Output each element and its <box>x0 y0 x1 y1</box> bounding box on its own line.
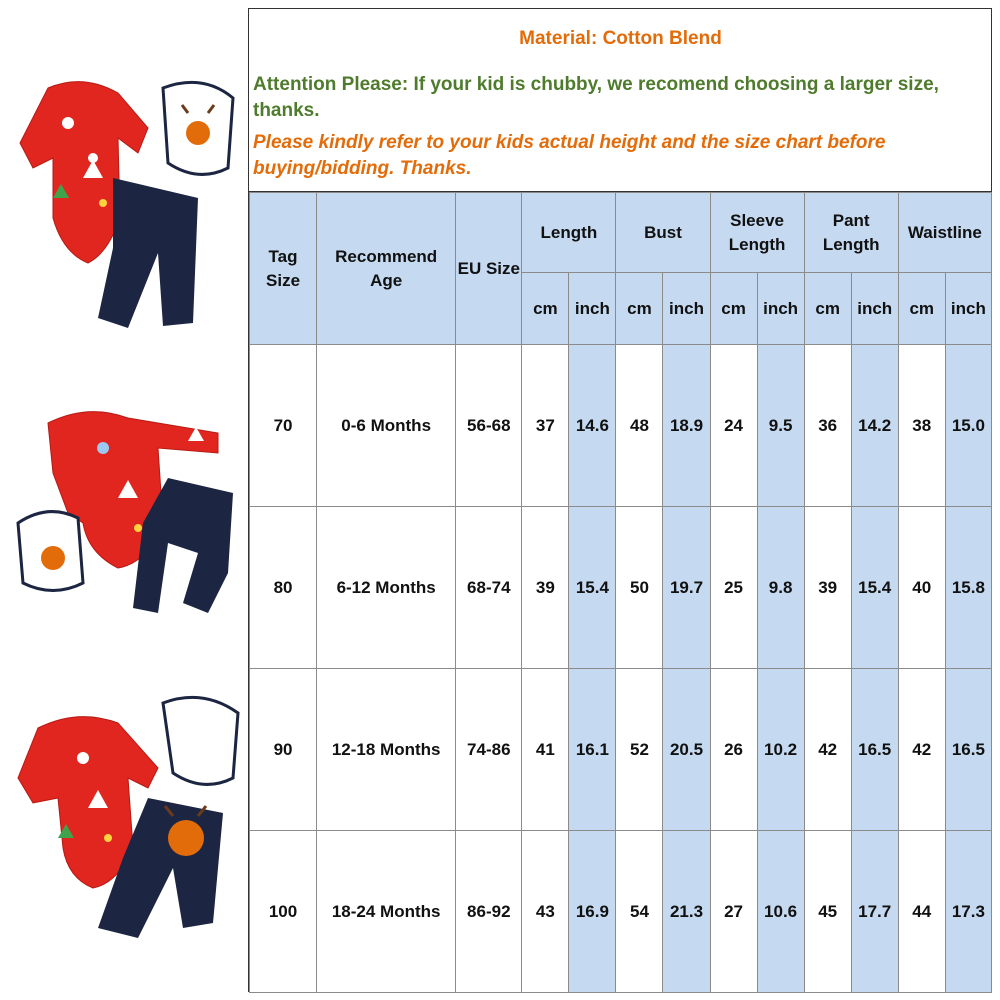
material-note: Material: Cotton Blend <box>519 28 722 49</box>
cell-bust-inch: 20.5 <box>663 669 710 831</box>
cell-pant-inch: 14.2 <box>851 345 898 507</box>
cell-eu-size: 56-68 <box>456 345 522 507</box>
table-row <box>250 345 992 507</box>
cell-tag-size: 100 <box>250 831 317 993</box>
header-bust-inch: inch <box>663 273 710 345</box>
cell-age: 6-12 Months <box>317 507 456 669</box>
cell-eu-size: 68-74 <box>456 507 522 669</box>
cell-pant-cm: 39 <box>804 507 851 669</box>
table-row <box>250 507 992 669</box>
header-sleeve-cm: cm <box>710 273 757 345</box>
header-length-inch: inch <box>569 273 616 345</box>
cell-bust-cm: 48 <box>616 345 663 507</box>
product-photo-bib-bottom-left <box>8 403 249 633</box>
cell-eu-size: 74-86 <box>456 669 522 831</box>
cell-sleeve-inch: 9.5 <box>757 345 804 507</box>
cell-age: 18-24 Months <box>317 831 456 993</box>
cell-waist-inch: 17.3 <box>945 831 991 993</box>
cell-tag-size: 70 <box>250 345 317 507</box>
header-length-cm: cm <box>522 273 569 345</box>
cell-waist-inch: 15.8 <box>945 507 991 669</box>
attention-note: Attention Please: If your kid is chubby, we recomend choosing a larger size, thanks. <box>253 74 939 121</box>
cell-waist-cm: 44 <box>898 831 945 993</box>
cell-length-inch: 14.6 <box>569 345 616 507</box>
cell-sleeve-cm: 25 <box>710 507 757 669</box>
cell-sleeve-inch: 10.6 <box>757 831 804 993</box>
cell-sleeve-cm: 26 <box>710 669 757 831</box>
product-photo-bib-top-right <box>8 68 249 338</box>
header-length: Length <box>522 193 616 273</box>
cell-tag-size: 80 <box>250 507 317 669</box>
header-bust-cm: cm <box>616 273 663 345</box>
cell-bust-inch: 18.9 <box>663 345 710 507</box>
cell-length-inch: 16.9 <box>569 831 616 993</box>
header-eu-size: EU Size <box>456 193 522 345</box>
cell-bust-inch: 19.7 <box>663 507 710 669</box>
size-chart-table <box>249 192 992 993</box>
header-waistline: Waistline <box>898 193 991 273</box>
cell-waist-cm: 38 <box>898 345 945 507</box>
cell-pant-cm: 36 <box>804 345 851 507</box>
cell-pant-inch: 16.5 <box>851 669 898 831</box>
cell-length-cm: 41 <box>522 669 569 831</box>
header-sleeve-inch: inch <box>757 273 804 345</box>
cell-pant-cm: 42 <box>804 669 851 831</box>
cell-length-inch: 15.4 <box>569 507 616 669</box>
size-chart-reference-note: Please kindly refer to your kids actual height and the size chart before buying/bidding. Thanks. <box>253 132 886 179</box>
cell-sleeve-inch: 9.8 <box>757 507 804 669</box>
product-photo-pants-applique <box>8 688 249 948</box>
table-row <box>250 831 992 993</box>
cell-sleeve-cm: 27 <box>710 831 757 993</box>
cell-tag-size: 90 <box>250 669 317 831</box>
header-row-1 <box>250 193 992 273</box>
header-sleeve-length: Sleeve Length <box>710 193 804 273</box>
header-pant-inch: inch <box>851 273 898 345</box>
cell-age: 0-6 Months <box>317 345 456 507</box>
header-pant-cm: cm <box>804 273 851 345</box>
cell-sleeve-inch: 10.2 <box>757 669 804 831</box>
cell-bust-cm: 52 <box>616 669 663 831</box>
cell-pant-inch: 15.4 <box>851 507 898 669</box>
cell-length-cm: 39 <box>522 507 569 669</box>
cell-bust-cm: 54 <box>616 831 663 993</box>
cell-age: 12-18 Months <box>317 669 456 831</box>
header-waist-cm: cm <box>898 273 945 345</box>
product-photos-panel <box>8 8 249 992</box>
cell-pant-cm: 45 <box>804 831 851 993</box>
notes-panel <box>249 8 992 192</box>
cell-bust-inch: 21.3 <box>663 831 710 993</box>
cell-bust-cm: 50 <box>616 507 663 669</box>
header-recommend-age: Recommend Age <box>317 193 456 345</box>
cell-eu-size: 86-92 <box>456 831 522 993</box>
cell-pant-inch: 17.7 <box>851 831 898 993</box>
cell-length-inch: 16.1 <box>569 669 616 831</box>
cell-waist-inch: 15.0 <box>945 345 991 507</box>
cell-waist-cm: 40 <box>898 507 945 669</box>
cell-length-cm: 43 <box>522 831 569 993</box>
table-row <box>250 669 992 831</box>
header-pant-length: Pant Length <box>804 193 898 273</box>
header-bust: Bust <box>616 193 710 273</box>
cell-waist-cm: 42 <box>898 669 945 831</box>
header-waist-inch: inch <box>945 273 991 345</box>
cell-sleeve-cm: 24 <box>710 345 757 507</box>
header-tag-size: Tag Size <box>250 193 317 345</box>
cell-waist-inch: 16.5 <box>945 669 991 831</box>
cell-length-cm: 37 <box>522 345 569 507</box>
